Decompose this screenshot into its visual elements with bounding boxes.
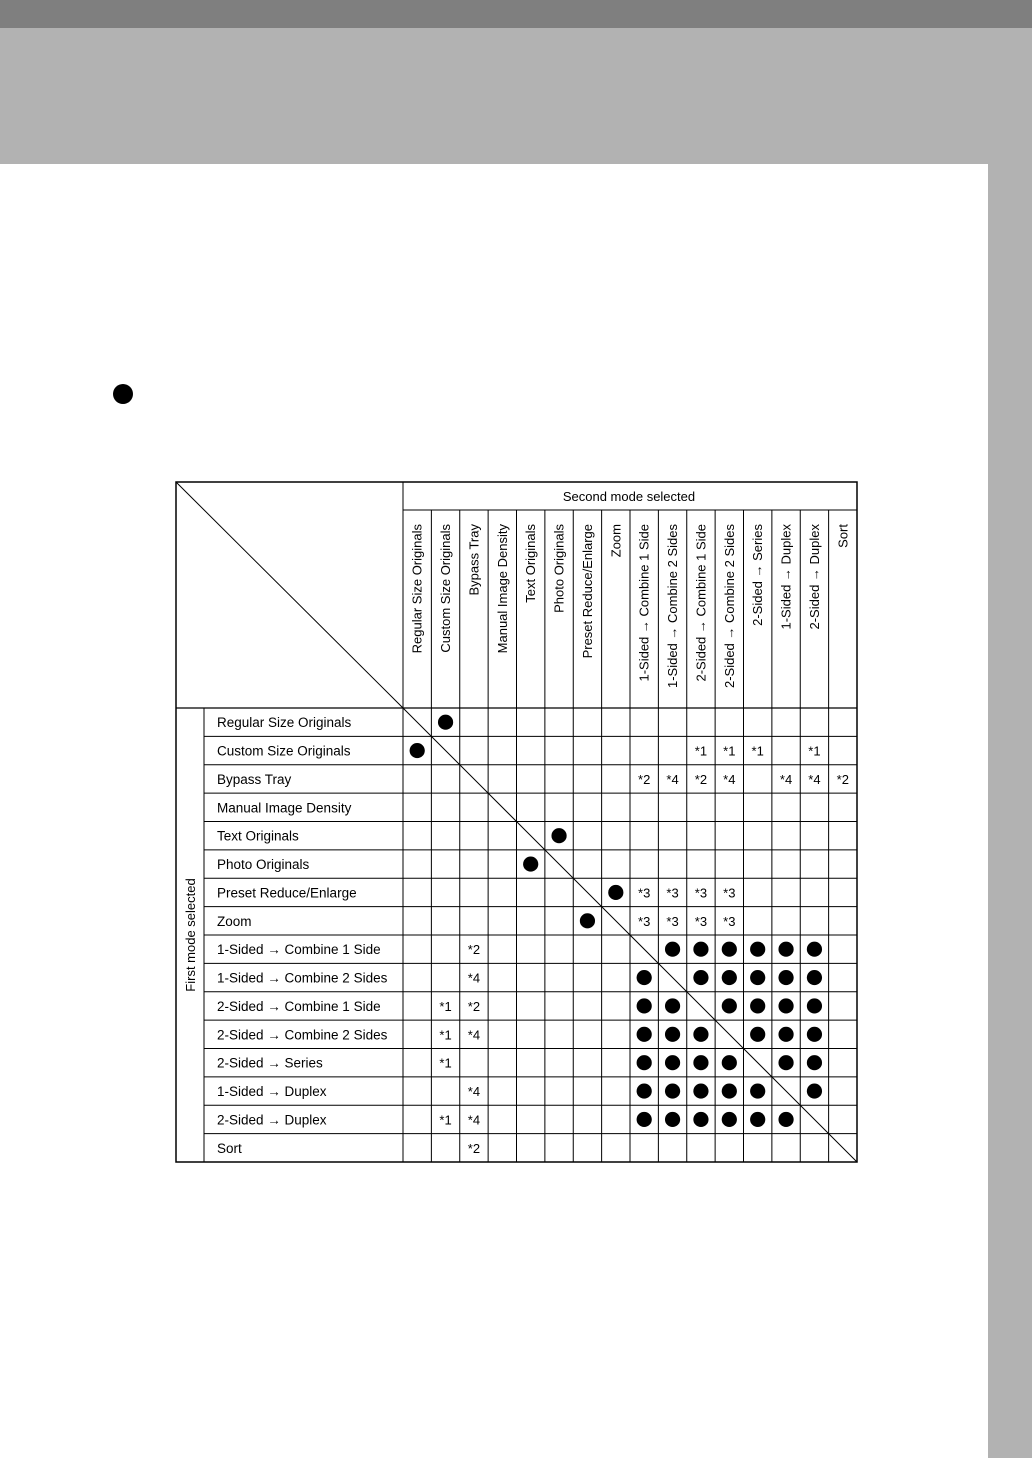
row-header: 1-Sided → Duplex xyxy=(217,1084,327,1100)
diagonal-cell xyxy=(772,1077,800,1105)
column-header: Text Originals xyxy=(523,524,539,603)
diagonal-cell xyxy=(829,1134,857,1162)
row-group-title: First mode selected xyxy=(183,878,198,992)
note-mark: *1 xyxy=(694,743,708,759)
compatible-dot xyxy=(778,1027,793,1042)
compatible-dot xyxy=(807,942,822,957)
compatible-dot xyxy=(665,1027,680,1042)
compatible-dot xyxy=(637,1083,652,1098)
compatible-dot xyxy=(807,998,822,1013)
note-mark: *1 xyxy=(808,743,821,759)
note-mark: *1 xyxy=(439,998,452,1014)
column-header: Preset Reduce/Enlarge xyxy=(579,524,595,659)
compatible-dot xyxy=(637,1027,652,1042)
compatible-dot xyxy=(778,970,793,985)
row-header: Photo Originals xyxy=(217,857,310,873)
row-header: Bypass Tray xyxy=(217,771,292,787)
column-header: 2-Sided → Duplex xyxy=(806,524,822,630)
row-header: Custom Size Originals xyxy=(217,743,351,759)
column-header: Photo Originals xyxy=(551,524,567,613)
note-mark: *4 xyxy=(467,1027,481,1043)
note-mark: *2 xyxy=(836,771,849,787)
note-mark: *2 xyxy=(467,998,481,1014)
compatible-dot xyxy=(750,970,765,985)
column-header: 1-Sided → Duplex xyxy=(778,524,794,630)
row-header: 1-Sided → Combine 2 Sides xyxy=(217,970,388,986)
compatible-dot xyxy=(693,1027,708,1042)
column-header: 2-Sided → Combine 2 Sides xyxy=(721,524,737,689)
note-mark: *1 xyxy=(723,743,736,759)
compatible-dot xyxy=(693,1112,708,1127)
diagonal-cell xyxy=(744,1049,772,1077)
compatible-dot xyxy=(750,1112,765,1127)
compatible-dot xyxy=(807,970,822,985)
diagonal-cell xyxy=(545,850,573,878)
compatible-dot xyxy=(438,715,453,730)
diagonal-cell xyxy=(602,907,630,935)
note-mark: *4 xyxy=(467,1112,481,1128)
compatible-dot xyxy=(637,1055,652,1070)
row-header: Manual Image Density xyxy=(217,800,352,816)
note-mark: *4 xyxy=(779,771,793,787)
row-header: 1-Sided → Combine 1 Side xyxy=(217,942,381,958)
compatible-dot xyxy=(750,1083,765,1098)
diagonal-cell xyxy=(488,793,516,821)
row-header: Zoom xyxy=(217,913,252,929)
compatible-dot xyxy=(722,1055,737,1070)
note-mark: *3 xyxy=(666,885,679,901)
diagonal-cell xyxy=(403,708,431,736)
compatible-dot xyxy=(693,1083,708,1098)
row-header: 2-Sided → Combine 2 Sides xyxy=(217,1027,388,1043)
col-group-title: Second mode selected xyxy=(562,489,696,504)
column-header: 1-Sided → Combine 2 Sides xyxy=(665,524,681,689)
compatible-dot xyxy=(722,942,737,957)
column-header: Custom Size Originals xyxy=(438,524,454,653)
column-header: Manual Image Density xyxy=(494,524,510,654)
compatible-dot xyxy=(580,913,595,928)
row-header: 2-Sided → Combine 1 Side xyxy=(217,998,381,1014)
column-header: 2-Sided → Series xyxy=(750,524,766,626)
note-mark: *2 xyxy=(467,942,481,958)
compatible-dot xyxy=(750,998,765,1013)
compatible-dot xyxy=(750,1027,765,1042)
compatible-dot xyxy=(665,1055,680,1070)
column-header: Sort xyxy=(835,524,851,548)
diagonal-cell xyxy=(658,963,686,991)
row-header: Sort xyxy=(217,1140,242,1156)
compatible-dot xyxy=(693,970,708,985)
note-mark: *3 xyxy=(666,913,679,929)
note-mark: *1 xyxy=(439,1112,452,1128)
column-header: Bypass Tray xyxy=(466,524,482,596)
diagonal-cell xyxy=(460,765,488,793)
compatible-dot xyxy=(778,1112,793,1127)
compatible-dot xyxy=(778,998,793,1013)
compatible-dot xyxy=(722,1083,737,1098)
note-mark: *4 xyxy=(666,771,679,787)
compatible-dot xyxy=(637,970,652,985)
compatible-dot xyxy=(665,942,680,957)
compatible-dot xyxy=(693,1055,708,1070)
note-mark: *1 xyxy=(751,743,764,759)
column-header: Zoom xyxy=(608,524,624,558)
row-header: Regular Size Originals xyxy=(217,715,352,731)
note-mark: *3 xyxy=(638,913,651,929)
note-mark: *2 xyxy=(638,771,651,787)
diagonal-cell xyxy=(431,736,459,764)
row-header: Text Originals xyxy=(217,828,299,844)
compatible-dot xyxy=(807,1083,822,1098)
note-mark: *3 xyxy=(723,885,736,901)
compatible-dot xyxy=(807,1027,822,1042)
compatible-dot xyxy=(722,998,737,1013)
note-mark: *1 xyxy=(439,1027,452,1043)
note-mark: *2 xyxy=(694,771,708,787)
compatible-dot xyxy=(778,942,793,957)
compatible-dot xyxy=(722,1112,737,1127)
diagonal-cell xyxy=(715,1020,743,1048)
diagonal-cell xyxy=(687,992,715,1020)
compatible-dot xyxy=(608,885,623,900)
compatible-dot xyxy=(750,942,765,957)
column-header: 2-Sided → Combine 1 Side xyxy=(693,524,709,682)
diagonal-cell xyxy=(800,1105,828,1133)
compatible-dot xyxy=(637,1112,652,1127)
compatible-dot xyxy=(665,998,680,1013)
compatible-dot xyxy=(665,1112,680,1127)
note-mark: *3 xyxy=(723,913,736,929)
compatible-dot xyxy=(807,1055,822,1070)
diagonal-cell xyxy=(517,822,545,850)
compatible-dot xyxy=(637,998,652,1013)
note-mark: *4 xyxy=(723,771,736,787)
note-mark: *4 xyxy=(467,970,481,986)
compatible-dot xyxy=(665,1083,680,1098)
note-mark: *4 xyxy=(808,771,821,787)
note-mark: *3 xyxy=(638,885,651,901)
compatible-dot xyxy=(778,1055,793,1070)
note-mark: *4 xyxy=(467,1084,481,1100)
column-header: 1-Sided → Combine 1 Side xyxy=(636,524,652,682)
compatible-dot xyxy=(722,970,737,985)
compatible-dot xyxy=(693,942,708,957)
note-mark: *3 xyxy=(694,885,708,901)
compatible-dot xyxy=(410,743,425,758)
row-header: Preset Reduce/Enlarge xyxy=(217,885,357,901)
diagonal-cell xyxy=(630,935,658,963)
note-mark: *3 xyxy=(694,913,708,929)
column-header: Regular Size Originals xyxy=(409,524,425,654)
note-mark: *2 xyxy=(467,1140,481,1156)
compatible-dot xyxy=(551,828,566,843)
compatible-dot xyxy=(523,856,538,871)
corner-diagonal xyxy=(176,482,403,708)
diagonal-cell xyxy=(573,878,601,906)
row-header: 2-Sided → Duplex xyxy=(217,1112,327,1128)
row-header: 2-Sided → Series xyxy=(217,1055,323,1071)
note-mark: *1 xyxy=(439,1055,452,1071)
